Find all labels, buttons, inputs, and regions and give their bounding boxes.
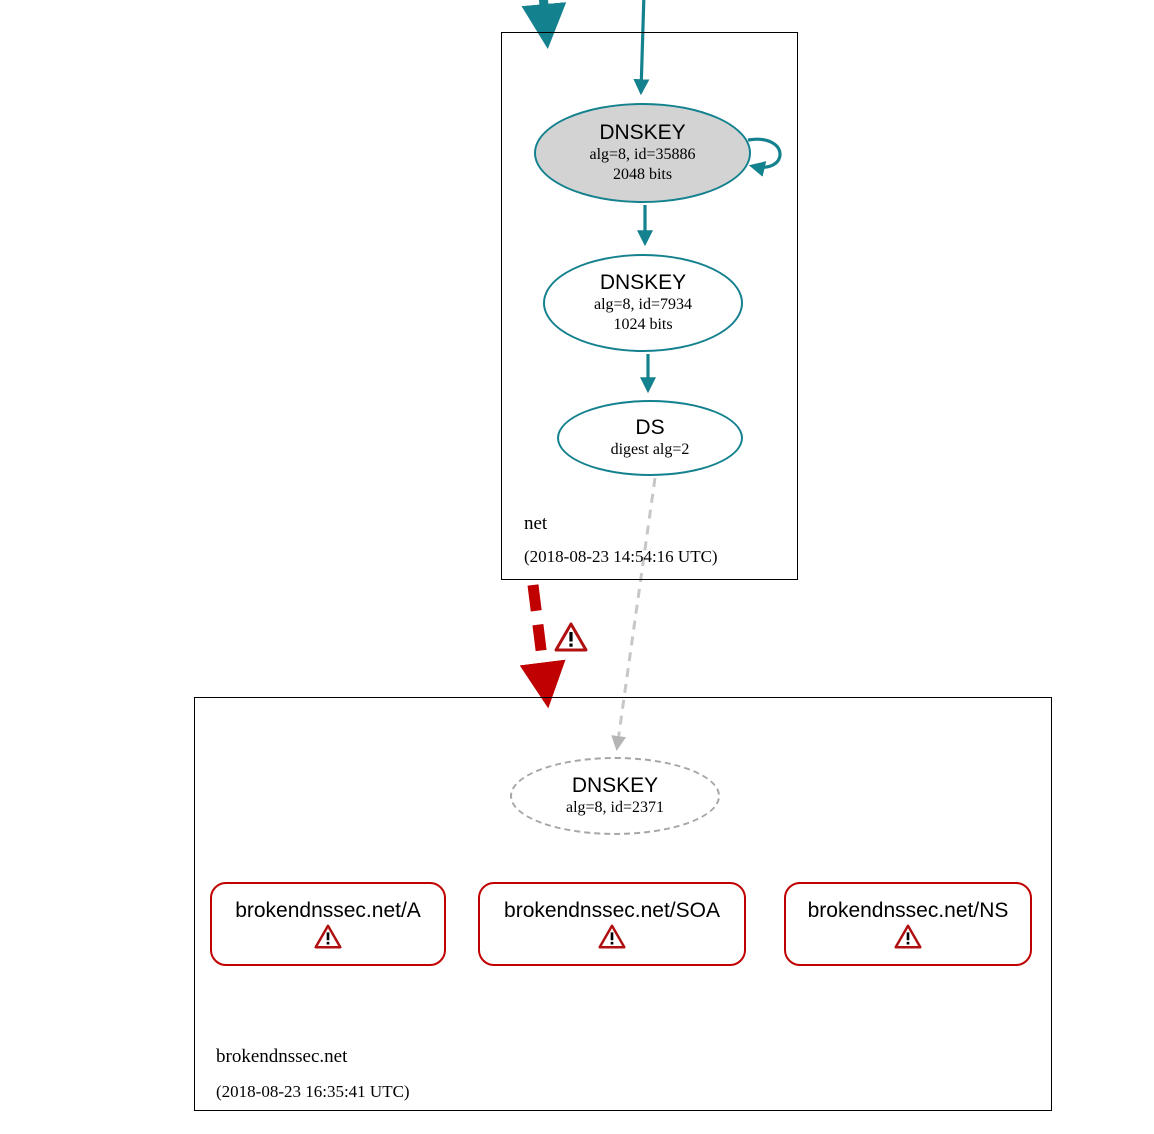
- node-subtitle-alg: alg=8, id=7934: [593, 295, 693, 313]
- node-subtitle-size: 1024 bits: [613, 315, 673, 333]
- edge-bogus-delegation: [533, 585, 546, 690]
- zone-timestamp-net: (2018-08-23 14:54:16 UTC): [524, 547, 718, 566]
- warning-icon: [894, 924, 922, 949]
- rrset-label: brokendnssec.net/SOA: [504, 898, 720, 922]
- warning-icon: [598, 924, 626, 949]
- node-dnskey-2371[interactable]: [510, 757, 720, 835]
- node-title: DS: [635, 416, 665, 440]
- rrset-brokendnssec-net-soa[interactable]: [478, 882, 746, 966]
- rrset-brokendnssec-net-ns[interactable]: [784, 882, 1032, 966]
- node-title: DNSKEY: [599, 121, 686, 145]
- delegation-warning-icon[interactable]: [554, 622, 588, 652]
- node-subtitle-digest: digest alg=2: [610, 440, 690, 458]
- node-subtitle-alg: alg=8, id=2371: [565, 798, 665, 816]
- zone-label-brokendnssec-net: brokendnssec.net: [216, 1046, 348, 1067]
- warning-icon: [314, 924, 342, 949]
- node-title: DNSKEY: [571, 774, 659, 798]
- node-subtitle-alg: alg=8, id=35886: [589, 145, 696, 163]
- node-dnskey-35886[interactable]: [534, 103, 751, 203]
- node-subtitle-size: 2048 bits: [612, 165, 673, 183]
- rrset-label: brokendnssec.net/A: [235, 898, 421, 922]
- zone-timestamp-brokendnssec-net: (2018-08-23 16:35:41 UTC): [216, 1082, 410, 1101]
- node-ds[interactable]: [557, 400, 743, 476]
- rrset-label: brokendnssec.net/NS: [807, 898, 1009, 922]
- zone-label-net: net: [524, 513, 548, 534]
- node-dnskey-7934[interactable]: [543, 254, 743, 352]
- node-title: DNSKEY: [599, 271, 687, 295]
- rrset-brokendnssec-net-a[interactable]: [210, 882, 446, 966]
